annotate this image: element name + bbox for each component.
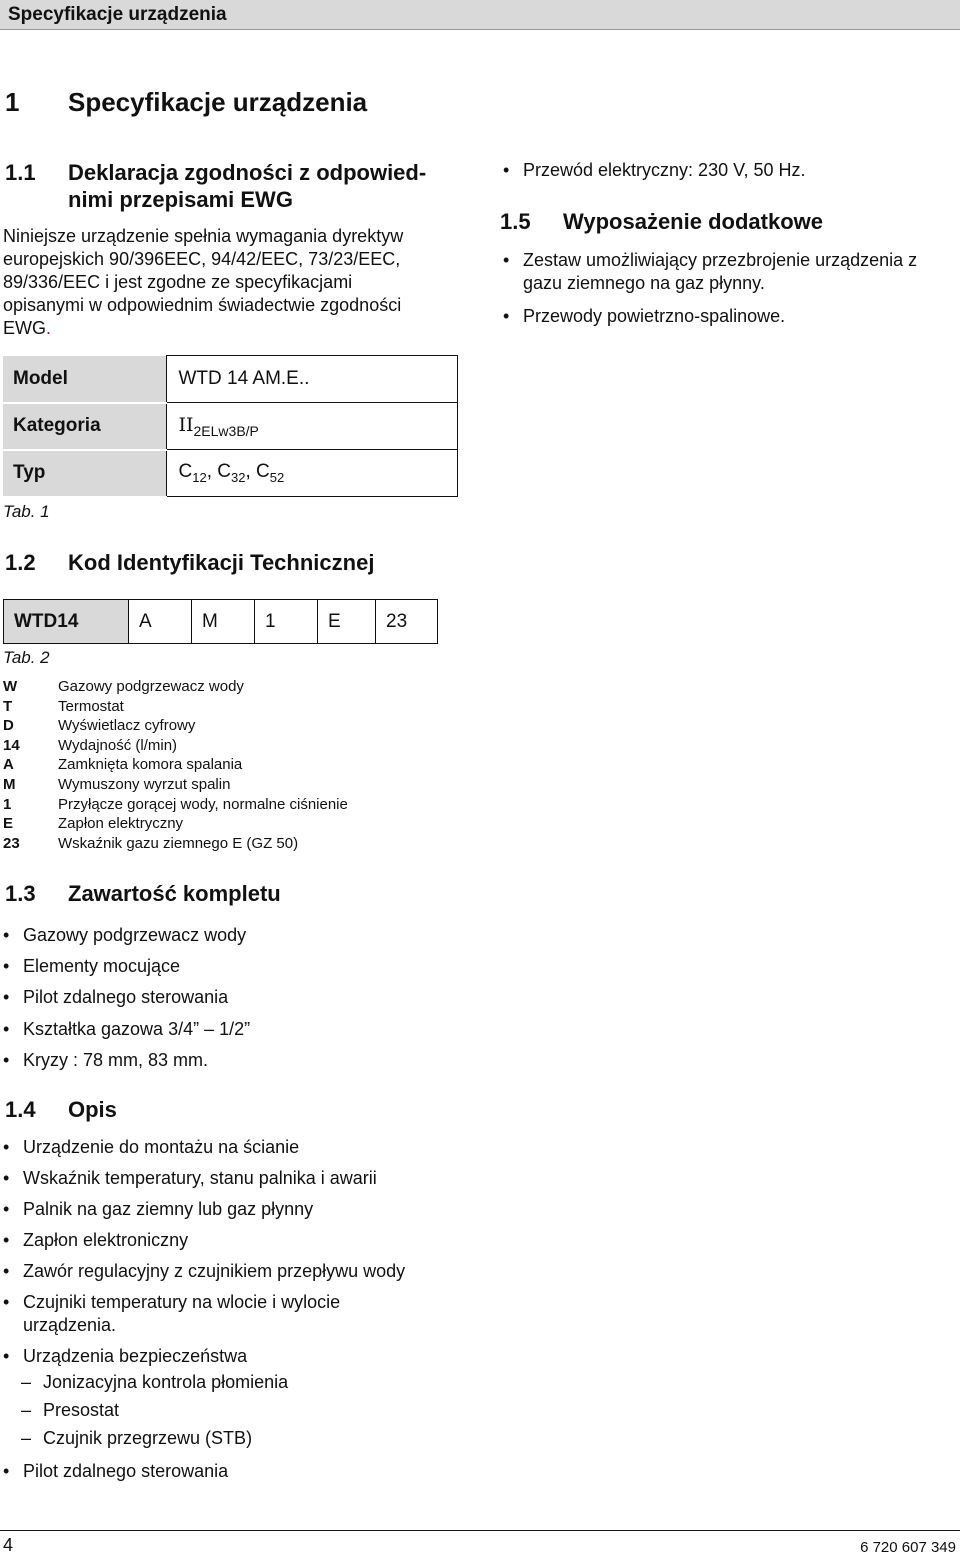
- category-sub: 2ELw3B/P: [193, 422, 259, 439]
- table-row: [4, 600, 438, 644]
- table-caption: Tab. 2: [3, 648, 50, 667]
- list-item: • Pilot zdalnego sterowania: [3, 982, 250, 1013]
- list-item: • Przewód elektryczny: 230 V, 50 Hz.: [503, 159, 805, 182]
- legend-key: A: [3, 756, 14, 774]
- list-item: • Gazowy podgrzewacz wody: [3, 920, 250, 951]
- legend-text: Wyświetlacz cyfrowy: [58, 717, 196, 735]
- heading-title-line2: nimi przepisami EWG: [68, 187, 293, 212]
- type-sub: 52: [269, 469, 285, 485]
- legend-key: E: [3, 815, 14, 833]
- legend-key: D: [3, 717, 14, 735]
- legend-key: T: [3, 697, 13, 715]
- table-row: [3, 403, 458, 450]
- legend-key: 23: [3, 834, 20, 852]
- legend-text: Przyłącze gorącej wody, normalne ciśnienie: [58, 795, 348, 813]
- legend-row: [3, 795, 348, 815]
- paragraph-line: europejskich 90/396EEC, 94/42/EEC, 73/23/EEC,: [3, 249, 401, 269]
- heading-number: 1.5: [500, 209, 531, 234]
- legend-row: [3, 755, 348, 775]
- list-item: [3, 1291, 405, 1337]
- table-label: Model: [3, 356, 166, 403]
- legend-text: Zamknięta komora spalania: [58, 756, 243, 774]
- table-value: [166, 450, 458, 497]
- legend-text: Wydajność (l/min): [58, 736, 178, 754]
- heading-1-1: [5, 159, 426, 213]
- heading-title: Opis: [68, 1097, 117, 1122]
- header-title: Specyfikacje urządzenia: [8, 4, 227, 25]
- contents-list: [3, 920, 250, 1076]
- list-item-line: urządzenia.: [23, 1315, 117, 1335]
- list-item: • Urządzenie do montażu na ścianie: [3, 1136, 405, 1159]
- list-item: • Palnik na gaz ziemny lub gaz płynny: [3, 1198, 405, 1221]
- type-sub: 12: [192, 469, 207, 485]
- sub-item: – Jonizacyjna kontrola płomienia: [21, 1368, 405, 1396]
- code-legend: [3, 677, 348, 853]
- table-label: Kategoria: [3, 403, 166, 450]
- heading-1-5: [500, 208, 823, 235]
- type-sub: 32: [231, 469, 246, 485]
- footer-rule: [0, 1530, 960, 1531]
- legend-row: [3, 716, 348, 736]
- legend-text: Gazowy podgrzewacz wody: [58, 678, 244, 695]
- paragraph-line: [3, 317, 403, 340]
- table-value: [166, 403, 458, 450]
- paragraph-line: Niniejsze urządzenie spełnia wymagania dyrektyw: [3, 226, 404, 246]
- type-c: C: [178, 461, 193, 483]
- heading-number: 1.4: [5, 1097, 36, 1122]
- sub-item: – Czujnik przegrzewu (STB): [21, 1424, 405, 1452]
- section-heading: [5, 87, 367, 118]
- code-cell: M: [192, 600, 255, 644]
- legend-row: [3, 697, 348, 717]
- list-item: • Zawór regulacyjny z czujnikiem przepływu wody: [3, 1260, 405, 1283]
- heading-number: 1.1: [5, 160, 36, 185]
- legend-key: M: [3, 775, 16, 793]
- paragraph-text: EWG: [3, 318, 46, 338]
- legend-key: W: [3, 678, 18, 695]
- list-item-line: • Czujniki temperatury na wlocie i wylocie: [23, 1292, 341, 1312]
- heading-title: Zawartość kompletu: [68, 881, 281, 906]
- section-title: Specyfikacje urządzenia: [68, 87, 368, 117]
- type-c: C: [217, 461, 231, 483]
- table-label: Typ: [3, 450, 166, 497]
- heading-number: 1.2: [5, 550, 36, 575]
- list-item: [503, 249, 917, 295]
- heading-1-3: [5, 880, 281, 907]
- safety-sublist: [21, 1368, 405, 1452]
- legend-text: Wymuszony wyrzut spalin: [58, 775, 231, 793]
- legend-text: Zapłon elektryczny: [58, 815, 184, 833]
- legend-row: [3, 775, 348, 795]
- category-main: II: [178, 413, 194, 436]
- list-item: • Kryzy : 78 mm, 83 mm.: [3, 1045, 250, 1076]
- spec-table: [3, 355, 458, 498]
- heading-title: Kod Identyfikacji Technicznej: [68, 550, 375, 575]
- legend-row: [3, 834, 348, 854]
- list-item: • Kształtka gazowa 3/4” – 1/2”: [3, 1014, 250, 1045]
- legend-key: 1: [3, 795, 12, 813]
- declaration-paragraph: [3, 225, 403, 340]
- table-value: WTD 14 AM.E..: [166, 356, 458, 403]
- list-item: [3, 1345, 405, 1452]
- page-number: 4: [3, 1535, 14, 1555]
- list-item-line: • Urządzenia bezpieczeństwa: [23, 1346, 248, 1366]
- heading-title-line1: Deklaracja zgodności z odpowied-: [68, 160, 427, 185]
- heading-1-2: [5, 549, 374, 576]
- table-row: [3, 356, 458, 403]
- code-cell: 23: [376, 600, 438, 644]
- legend-row: [3, 814, 348, 834]
- list-item: • Pilot zdalnego sterowania: [3, 1460, 405, 1483]
- table-caption: Tab. 1: [3, 502, 50, 521]
- list-item: • Wskaźnik temperatury, stanu palnika i awarii: [3, 1167, 405, 1190]
- cable-list: [503, 159, 805, 182]
- code-table: [3, 599, 438, 644]
- table-row: [3, 450, 458, 497]
- heading-number: 1.3: [5, 881, 36, 906]
- code-cell: A: [129, 600, 192, 644]
- legend-key: 14: [3, 736, 20, 754]
- list-item-line: • Zestaw umożliwiający przezbrojenie urządzenia z: [523, 250, 918, 270]
- list-item-line: gazu ziemnego na gaz płynny.: [523, 273, 765, 293]
- code-cell: E: [318, 600, 376, 644]
- list-item: • Elementy mocujące: [3, 951, 250, 982]
- sub-item: – Presostat: [21, 1396, 405, 1424]
- legend-text: Wskaźnik gazu ziemnego E (GZ 50): [58, 834, 299, 852]
- heading-1-4: [5, 1096, 117, 1123]
- legend-row: [3, 736, 348, 756]
- legend-row: [3, 677, 348, 697]
- heading-title: Wyposażenie dodatkowe: [563, 209, 823, 234]
- code-cell: 1: [255, 600, 318, 644]
- accent-punct: .: [46, 318, 52, 338]
- paragraph-line: opisanymi w odpowiednim świadectwie zgodności: [3, 295, 402, 315]
- legend-text: Termostat: [58, 697, 124, 715]
- accessories-list: [503, 249, 917, 328]
- list-item: • Zapłon elektroniczny: [3, 1229, 405, 1252]
- section-number: 1: [5, 87, 20, 117]
- document-number: 6 720 607 349: [860, 1539, 956, 1556]
- description-list: [3, 1136, 405, 1483]
- code-cell: WTD14: [4, 600, 129, 644]
- list-item: • Przewody powietrzno-spalinowe.: [503, 305, 917, 328]
- type-c: C: [256, 461, 270, 483]
- type-sep: ,: [206, 461, 218, 483]
- type-sep: ,: [245, 461, 257, 483]
- paragraph-line: 89/336/EEC i jest zgodne ze specyfikacjami: [3, 272, 353, 292]
- header-bar: [0, 0, 960, 30]
